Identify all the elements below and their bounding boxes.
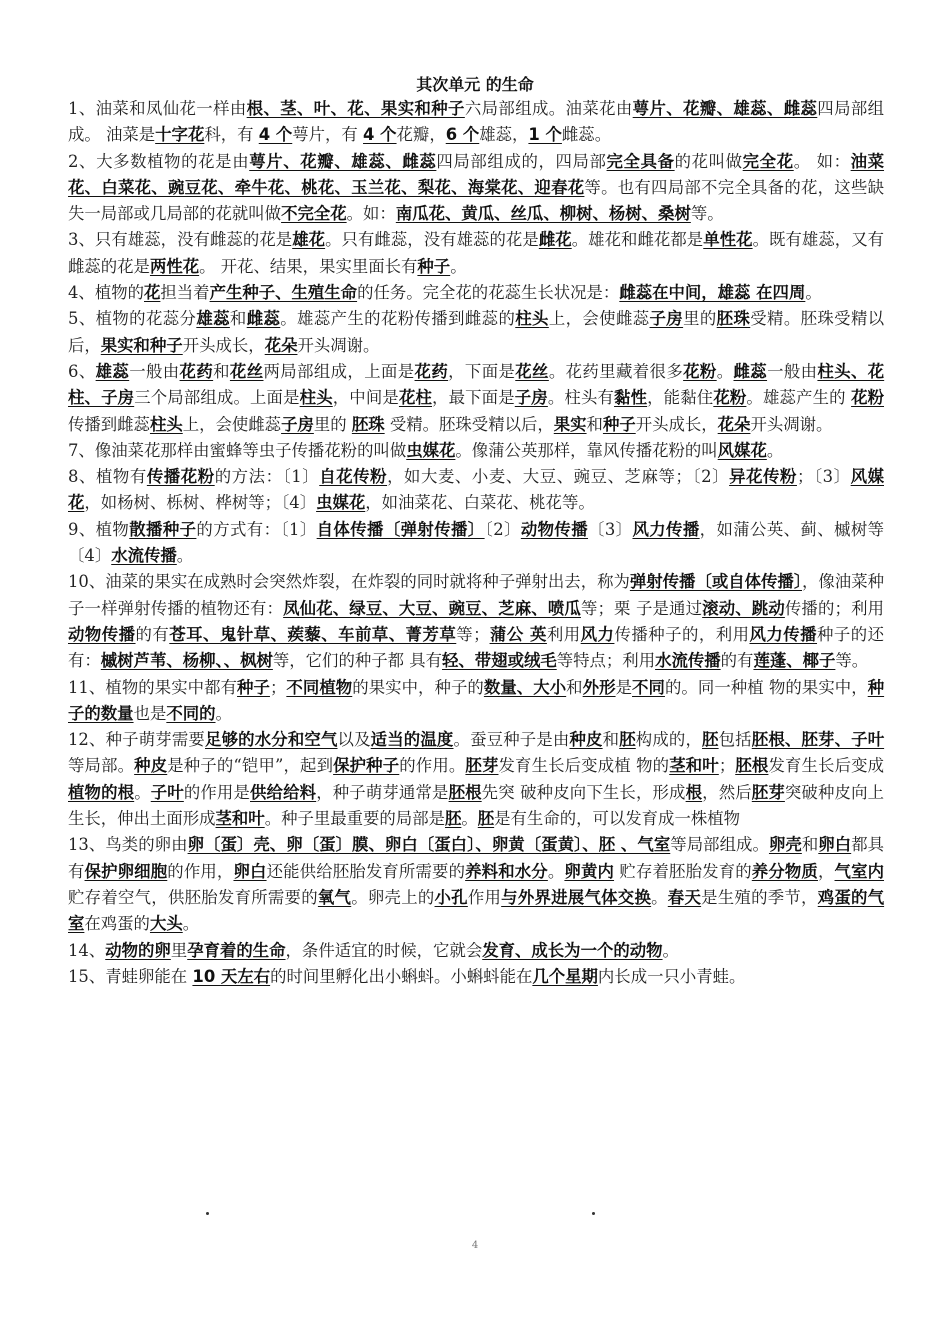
item-text: 和 [602,730,620,750]
answer-text: 种子的数量 [68,677,885,723]
answer-text: 柱头 [299,388,333,408]
answer-text: 单性花 [703,230,753,250]
item-text: 一般由 [767,361,818,381]
answer-text: 植物的根 [68,782,135,802]
answer-text: 散播种子 [129,519,197,539]
item-text: 的有 [720,651,754,671]
item-text: 的时间里孵化出小蝌蚪。小蝌蚪能在 [270,966,533,986]
item-text: 是有生命的，可以发育成一株植物 [494,809,741,829]
answer-text: 萼片、花瓣、雄蕊、雌蕊 [249,151,437,171]
item-text: ，如杨树、栎树、桦树等；〔4〕 [84,493,317,513]
item-text: 雄蕊， [479,125,529,145]
item-text: 种子的还有： [68,624,885,671]
answer-text: 保护种子 [333,756,400,776]
answer-text: 种皮 [569,730,603,750]
item-text: 传播种子的，利用 [614,624,750,644]
answer-text: 产生种子、生殖生命 [209,283,358,303]
answer-text: 风媒花 [68,467,884,513]
answer-text: 风力传播 [749,624,818,644]
item-text: 雌蕊。 [561,125,612,145]
answer-text: 风力 [580,624,615,644]
item-text: 和 [586,414,603,434]
answer-text: 氧气 [317,887,352,907]
list-item [68,675,884,728]
item-text: 。 [176,546,194,566]
item-text: 发育生长后变成植 物的 [498,756,670,776]
answer-text: 风媒花 [717,440,767,460]
answer-text: 萼片、花瓣、雄蕊、雌蕊 [632,99,818,118]
item-text: 。种子里最重要的局部是 [264,809,445,829]
item-text: 里的 [313,414,352,434]
item-text: 。 [215,703,232,723]
item-text: 和 [566,677,583,697]
answer-text: 槭树芦苇、杨柳、、枫树 [100,651,273,671]
answer-text: 卵白 [233,861,267,881]
answer-text: 4 个 [258,125,293,145]
answer-text: 弹射传播〔或自体传播〕 [629,572,803,592]
item-text: 受精。胚珠受精以后， [68,309,885,355]
answer-text: 雄蕊 [196,309,230,329]
list-item [68,938,884,964]
answer-text: 胚 [444,809,462,829]
item-text: 。雄花和雌花都是 [571,230,704,250]
answer-text: 春天 [667,887,702,907]
item-text: 都具有 [68,835,885,881]
answer-text: 黏性 [614,388,648,408]
answer-text: 不同的 [166,703,216,723]
item-text: 的。同一种植 物的果实中， [664,677,868,697]
item-text: ，像油菜种子一样弹射传播的植物还有： [68,572,884,618]
item-text: 等局部组成。 [670,835,769,855]
list-item [68,280,884,306]
item-text: 包括 [718,730,752,750]
item-text: 贮存着空气，供胚胎发育所需要的 [68,887,318,907]
answer-text: 小孔 [434,887,468,907]
item-text: ，种子萌芽通常是 [316,782,449,802]
answer-text: 发育、成长为一个的动物 [482,940,663,960]
item-text: 科，有 [204,125,259,145]
answer-text: 十字花 [155,125,205,145]
item-text: 受精。胚珠受精以后， [384,414,554,434]
item-text: 15、青蛙卵能在 [68,966,193,986]
answer-text: 雌蕊 [246,309,281,329]
item-text: 9、植物 [68,519,130,539]
answer-text: 茎和叶 [669,756,719,776]
answer-text: 胚 [477,809,495,829]
item-text: 。 [805,283,822,303]
answer-text: 几个星期 [532,966,598,986]
item-text: 。只有雌蕊，没有雄蕊的花是 [325,230,539,250]
answer-text: 异花传粉 [729,467,797,487]
item-text: 。柱头有 [547,388,615,408]
answer-text: 胚根 [735,756,769,776]
item-text: 贮存着胚胎发育的 [614,861,752,881]
item-text: 〔3〕 [588,519,633,539]
answer-text: 果实 [553,414,587,434]
item-text: 四局部组成的，四局部 [436,151,607,171]
item-text: 开头凋谢。 [297,335,380,355]
answer-text: 保护卵细胞 [84,861,168,881]
item-text: 。 [134,782,151,802]
item-text: ，然后 [702,782,752,802]
answer-text: 鸡蛋的气室 [68,887,885,934]
item-text: ，如蒲公英、蓟、槭树等〔4〕 [68,519,885,566]
item-text: 。如： [346,204,396,224]
item-text: 的方式有：〔1〕 [196,519,317,539]
item-text: 的花叫做 [674,151,743,171]
answer-text: 胚根、胚芽、子叶 [751,730,885,750]
item-text: 的作用。 [399,756,466,776]
list-item [68,96,884,149]
list-item [68,359,884,438]
item-text: 等。 [690,204,724,224]
answer-text: 花 [144,283,161,303]
answer-text: 10 天左右 [192,966,271,986]
answer-text: 根、茎、叶、花、果实和种子 [246,99,465,118]
item-text: 和 [213,361,230,381]
item-text: ，中间是 [332,388,399,408]
item-text: 里的 [683,309,717,329]
answer-text: 花粉 [683,361,717,381]
answer-text: 传播花粉 [146,467,215,487]
item-text: 一般由 [129,361,180,381]
item-text: 的作用， [167,861,234,881]
item-text: 突破种皮向上生长，伸出土面形成 [68,782,885,829]
item-text: 的方法：〔1〕 [214,467,320,487]
item-text: 内长成一只小青蛙。 [597,966,746,986]
answer-text: 苍耳、鬼针草、蒺藜、车前草、菁芳草 [169,624,457,644]
answer-text: 莲蓬、椰子 [753,651,836,671]
answer-text: 种子 [417,256,451,276]
list-item [68,832,884,937]
answer-text: 果实和种子 [100,335,183,355]
answer-text: 胚根 [448,782,482,802]
answer-text: 胚珠 [351,414,385,434]
answer-text: 胚珠 [716,309,751,329]
item-text: 3、只有雄蕊，没有雌蕊的花是 [68,230,293,250]
item-list [68,96,884,990]
item-text: 等； [456,624,490,644]
item-text: 。像蒲公英那样，靠风传播花粉的叫 [455,440,718,460]
item-text: 传播到雌蕊 [68,414,150,434]
item-text: 2、大多数植物的花是由 [68,151,250,171]
answer-text: 水流传播 [655,651,721,671]
answer-text: 1 个 [528,125,562,145]
list-item [68,727,884,832]
item-text: 四局部组成。 油菜是 [68,99,885,145]
item-text: 。 [547,861,565,881]
item-text: 在鸡蛋的 [84,914,150,934]
item-text: 等，它们的种子都 具有 [272,651,443,671]
item-text: 两局部组成，上面是 [263,361,415,381]
answer-text: 完全花 [742,151,794,171]
answer-text: 不同植物 [286,677,353,697]
answer-text: 动物的卵 [105,940,171,960]
answer-text: 不完全花 [281,204,347,224]
answer-text: 雄蕊 [95,361,130,381]
list-item [68,517,884,570]
item-text: 以及 [337,730,371,750]
list-item [68,964,884,990]
answer-text: 适当的温度 [370,730,454,750]
item-text: 。蚕豆种子是由 [453,730,570,750]
item-text: 发育生长后变成 [768,756,885,776]
item-text: 11、植物的果实中都有 [68,677,238,697]
answer-text: 雌蕊在中间，雄蕊 在四周 [619,283,806,303]
item-text: 三个局部组成。上面是 [134,388,300,408]
answer-text: 雌蕊 [733,361,768,381]
answer-text: 子房 [649,309,684,329]
answer-text: 油菜花、白菜花、豌豆花、牵牛花、桃花、玉兰花、梨花、海棠花、迎春花 [68,151,885,197]
answer-text: 完全具备 [606,151,675,171]
item-text: 还能供给胚胎发育所需要的 [266,861,466,881]
item-text: ，最下面是 [432,388,515,408]
answer-text: 4 个 [363,125,397,145]
answer-text: 花药 [179,361,214,381]
answer-text: 花粉 [851,388,885,408]
item-text: 。既有雄蕊，又有雌蕊的花是 [68,230,885,276]
item-text: 等。 [835,651,869,671]
answer-text: 卵黄内 [564,861,615,881]
answer-text: 养分物质 [751,861,818,881]
item-text: 和 [229,309,247,329]
item-text: 先突 破种皮向下生长，形成 [481,782,686,802]
answer-text: 南瓜花、黄瓜、丝瓜、柳树、杨树、桑树 [395,204,691,224]
answer-text: 自花传粉 [319,467,388,487]
item-text: 。雄蕊产生的 [746,388,852,408]
answer-text: 凤仙花、绿豆、大豆、豌豆、芝麻、喷瓜 [283,598,581,618]
item-text: 的果实中，种子的 [352,677,484,697]
answer-text: 6 个 [445,125,480,145]
answer-text: 滚动、跳动 [702,598,785,618]
answer-text: 大头 [149,914,183,934]
item-text: 也是 [133,703,167,723]
answer-text: 根 [685,782,703,802]
answer-text: 轻、带翅或绒毛 [442,651,557,671]
answer-text: 自体传播〔弹射传播〕 [316,519,485,539]
item-text: 。卵壳上的 [351,887,435,907]
answer-text: 柱头、花柱、子房 [68,361,885,408]
item-text: 的任务。完全花的花蕊生长状况是： [357,283,620,303]
item-text: ； [718,756,736,776]
answer-text: 种子 [237,677,270,697]
item-text: 。 [450,256,467,276]
answer-text: 水流传播 [111,546,177,566]
answer-text: 花柱 [398,388,433,408]
answer-text: 气室内 [834,861,885,881]
item-text: 7、像油菜花那样由蜜蜂等虫子传播花粉的叫做 [68,440,407,460]
answer-text: 种皮 [134,756,168,776]
answer-text: 动物传播 [68,624,136,644]
item-text: 等特点；利用 [556,651,656,671]
answer-text: 卵白 [818,835,852,855]
answer-text: 与外界进展气体交换 [501,887,652,907]
item-text: 等。也有四局部不完全具备的花，这些缺失一局部或几局部的花就叫做 [68,177,885,224]
item-text: 。 [716,361,734,381]
item-text: 的作用是 [183,782,251,802]
item-text: 14、 [68,940,106,960]
item-text: 。雄蕊产生的花粉传播到雌蕊的 [280,309,516,329]
item-text: 萼片，有 [292,125,364,145]
item-text: 花瓣， [396,125,446,145]
item-text: 。 [662,940,679,960]
item-text: 是 [615,677,633,697]
item-text: 1、油菜和凤仙花一样由 [68,99,247,118]
item-text: 。花药里藏着很多 [548,361,684,381]
item-text: 。 [461,809,478,829]
item-text: 开头成长， [182,335,265,355]
answer-text: 花药 [414,361,449,381]
answer-text: 胚 [702,730,719,750]
item-text: 开头成长， [635,414,718,434]
list-item [68,306,884,359]
item-text: 12、种子萌芽需要 [68,730,205,750]
answer-text: 卵壳 [768,835,802,855]
answer-text: 养料和水分 [465,861,548,881]
list-item [68,438,884,464]
answer-text: 蒲公 英 [489,624,547,644]
item-text: 4、植物的 [68,283,144,303]
item-text: ；〔3〕 [796,467,851,487]
list-item [68,149,884,228]
answer-text: 卵〔蛋〕壳、卵〔蛋〕膜、卵白〔蛋白〕、卵黄〔蛋黄〕、胚 、气室 [187,835,671,855]
item-text: 六局部组成。油菜花由 [464,99,633,118]
answer-text: 风力传播 [632,519,700,539]
answer-text: 子叶 [150,782,184,802]
item-text: 。 [766,440,784,460]
item-text: 。 [182,914,200,934]
answer-text: 花朵 [717,414,751,434]
answer-text: 胚芽 [465,756,499,776]
item-text: 上，会使雌蕊 [548,309,650,329]
item-text: 。 如： [793,151,851,171]
answer-text: 足够的水分和空气 [205,730,338,750]
item-text: 作用 [467,887,502,907]
answer-text: 柱头 [515,309,549,329]
answer-text: 花丝 [229,361,264,381]
answer-text: 柱头 [149,414,183,434]
item-text: 开头凋谢。 [750,414,833,434]
answer-text: 花朵 [264,335,298,355]
answer-text: 胚 [619,730,636,750]
item-text: 的有 [135,624,170,644]
item-text: 〔2〕 [484,519,521,539]
list-item [68,227,884,280]
answer-text: 外形 [582,677,616,697]
stray-dot [592,1212,595,1215]
answer-text: 虫媒花 [406,440,456,460]
item-text: 。 开花、结果，果实里面长有 [199,256,418,276]
item-text: ，如大麦、小麦、大豆、豌豆、芝麻等；〔2〕 [387,467,730,487]
item-text: 上，会使雌蕊 [182,414,282,434]
item-text: 等局部。 [68,756,135,776]
list-item [68,569,884,674]
answer-text: 数量、大小 [483,677,567,697]
item-text: 。 [651,887,668,907]
item-text: ，下面是 [448,361,516,381]
item-text: 传播的；利用 [784,598,885,618]
item-text: 利用 [546,624,581,644]
answer-text: 胚芽 [751,782,785,802]
item-text: 6、 [68,361,96,381]
stray-dot [206,1212,209,1215]
answer-text: 供给给料 [250,782,317,802]
item-text: ，条件适宜的时候，它就会 [285,940,483,960]
item-text: ，如油菜花、白菜花、桃花等。 [365,493,595,513]
item-text: 里 [170,940,188,960]
page-title: 其次单元 的生命 [416,75,534,94]
item-text: 10、油菜的果实在成熟时会突然炸裂，在炸裂的同时就将种子弹射出去，称为 [68,572,630,592]
answer-text: 虫媒花 [316,493,366,513]
item-text: 是种子的“铠甲”，起到 [167,756,334,776]
item-text: ，能黏住 [647,388,714,408]
answer-text: 孕育着的生命 [187,940,286,960]
item-text: 是生殖的季节， [701,887,818,907]
item-text: 担当着 [160,283,210,303]
answer-text: 子房 [281,414,314,434]
answer-text: 不同 [632,677,665,697]
item-text: ； [269,677,287,697]
item-text: ， [817,861,835,881]
answer-text: 雌花 [538,230,572,250]
item-text: 8、植物有 [68,467,147,487]
answer-text: 雄花 [292,230,326,250]
item-text: 构成的， [635,730,703,750]
answer-text: 茎和叶 [215,809,265,829]
item-text: 13、鸟类的卵由 [68,835,188,855]
item-text: 等；栗 子是通过 [580,598,703,618]
page-number: 4 [471,1240,479,1251]
answer-text: 花粉 [713,388,747,408]
list-item [68,464,884,517]
item-text: 和 [801,835,819,855]
answer-text: 子房 [514,388,548,408]
answer-text: 种子 [602,414,636,434]
answer-text: 动物传播 [520,519,589,539]
answer-text: 花丝 [515,361,549,381]
item-text: 5、植物的花蕊分 [68,309,197,329]
answer-text: 两性花 [149,256,200,276]
